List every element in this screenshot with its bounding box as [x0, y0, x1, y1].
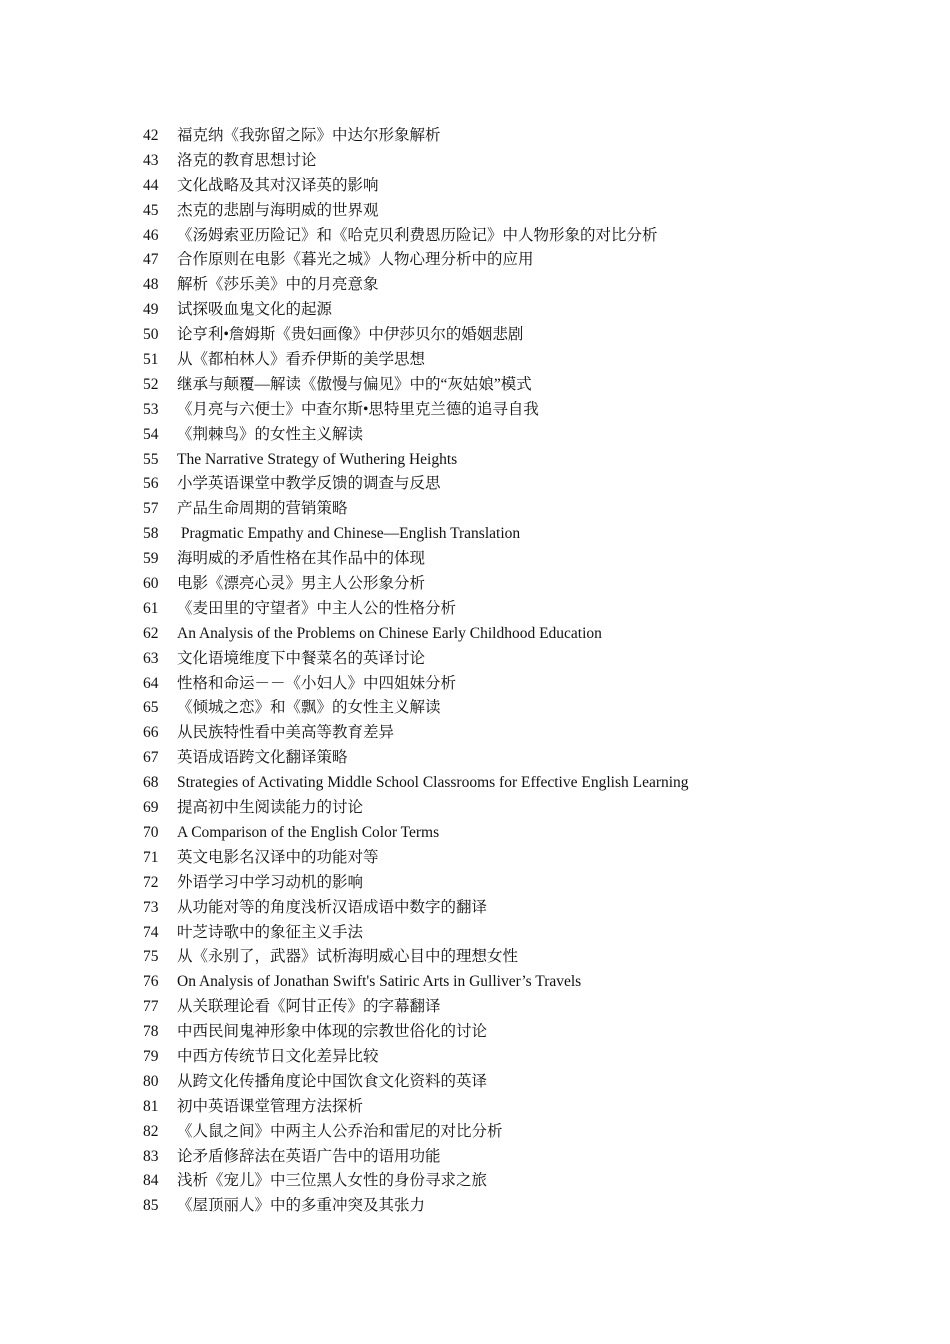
item-title: 试探吸血鬼文化的起源 — [177, 301, 333, 319]
item-number: 71 — [143, 848, 159, 866]
item-number: 70 — [143, 823, 159, 841]
list-item — [143, 921, 903, 946]
item-number: 80 — [143, 1072, 159, 1090]
list-item — [143, 896, 903, 921]
item-title: Strategies of Activating Middle School Classrooms for Effective English Learning — [177, 774, 689, 792]
item-number: 42 — [143, 127, 159, 144]
item-number: 47 — [143, 251, 159, 269]
item-number: 64 — [143, 674, 159, 692]
item-number: 60 — [143, 575, 159, 593]
list-item — [143, 273, 903, 298]
item-number: 67 — [143, 749, 159, 767]
item-number: 61 — [143, 599, 159, 617]
item-number: 62 — [143, 624, 159, 642]
list-item — [143, 1095, 903, 1120]
item-title: 文化战略及其对汉译英的影响 — [177, 176, 379, 194]
item-number: 82 — [143, 1122, 159, 1140]
list-item — [143, 373, 903, 398]
item-title: 解析《莎乐美》中的月亮意象 — [177, 276, 379, 294]
item-number: 77 — [143, 998, 159, 1016]
item-title: 英语成语跨文化翻译策略 — [177, 749, 348, 767]
list-item — [143, 746, 903, 771]
item-title: 叶芝诗歌中的象征主义手法 — [177, 923, 364, 941]
list-item — [143, 423, 903, 448]
list-item — [143, 497, 903, 522]
item-title: 文化语境维度下中餐菜名的英译讨论 — [177, 649, 426, 667]
item-number: 45 — [143, 201, 159, 219]
item-number: 48 — [143, 276, 159, 294]
item-title: 《人鼠之间》中两主人公乔治和雷尼的对比分析 — [177, 1122, 503, 1140]
item-number: 63 — [143, 649, 159, 667]
item-number: 83 — [143, 1147, 159, 1165]
item-title: 英文电影名汉译中的功能对等 — [177, 848, 379, 866]
item-title: The Narrative Strategy of Wuthering Heights — [177, 450, 458, 468]
list-item — [143, 1020, 903, 1045]
list-item — [143, 199, 903, 224]
list-item — [143, 224, 903, 249]
list-item — [143, 672, 903, 697]
item-title: 合作原则在电影《暮光之城》人物心理分析中的应用 — [177, 251, 534, 269]
item-title: 杰克的悲剧与海明威的世界观 — [177, 201, 379, 219]
item-title: 从关联理论看《阿甘正传》的字幕翻译 — [177, 998, 441, 1016]
item-number: 65 — [143, 699, 159, 717]
item-number: 56 — [143, 475, 159, 493]
item-title: 洛克的教育思想讨论 — [177, 151, 317, 169]
item-number: 74 — [143, 923, 159, 941]
item-number: 57 — [143, 500, 159, 518]
item-title: 《屋顶丽人》中的多重冲突及其张力 — [177, 1197, 426, 1215]
list-item — [143, 248, 903, 273]
item-title: On Analysis of Jonathan Swift's Satiric Arts in Gulliver’s Travels — [177, 973, 582, 991]
list-item — [143, 1070, 903, 1095]
item-title: 电影《漂亮心灵》男主人公形象分析 — [177, 575, 426, 593]
list-item — [143, 547, 903, 572]
list-item — [143, 1169, 903, 1194]
list-item — [143, 323, 903, 348]
item-title: A Comparison of the English Color Terms — [177, 823, 440, 841]
list-item — [143, 1194, 903, 1219]
item-title: 中西民间鬼神形象中体现的宗教世俗化的讨论 — [177, 1023, 488, 1041]
item-title: 继承与颠覆—解读《傲慢与偏见》中的“灰姑娘”模式 — [177, 375, 532, 393]
item-number: 69 — [143, 799, 159, 817]
list-item — [143, 1045, 903, 1070]
list-item — [143, 572, 903, 597]
item-title: 《荆棘鸟》的女性主义解读 — [177, 425, 364, 443]
item-number: 54 — [143, 425, 159, 443]
item-number: 85 — [143, 1197, 159, 1215]
item-number: 51 — [143, 351, 159, 369]
list-item — [143, 995, 903, 1020]
item-title: 海明威的矛盾性格在其作品中的体现 — [177, 550, 426, 568]
item-number: 81 — [143, 1097, 159, 1115]
item-number: 52 — [143, 375, 159, 393]
list-item — [143, 1145, 903, 1170]
item-number: 43 — [143, 151, 159, 169]
item-number: 78 — [143, 1023, 159, 1041]
item-title: 从跨文化传播角度论中国饮食文化资料的英译 — [177, 1072, 488, 1090]
list-item — [143, 398, 903, 423]
item-number: 55 — [143, 450, 159, 468]
list-item — [143, 448, 903, 473]
item-number: 66 — [143, 724, 159, 742]
item-title: 《汤姆索亚历险记》和《哈克贝利费恩历险记》中人物形象的对比分析 — [177, 226, 658, 244]
item-title: 从《都柏林人》看乔伊斯的美学思想 — [177, 351, 426, 369]
item-title: 外语学习中学习动机的影响 — [177, 873, 364, 891]
topic-list — [143, 124, 903, 1219]
item-title: 中西方传统节日文化差异比较 — [177, 1047, 379, 1065]
item-title: 论矛盾修辞法在英语广告中的语用功能 — [177, 1147, 441, 1165]
item-number: 84 — [143, 1172, 159, 1190]
list-item — [143, 846, 903, 871]
list-item — [143, 149, 903, 174]
list-item — [143, 522, 903, 547]
item-number: 72 — [143, 873, 159, 891]
item-number: 68 — [143, 774, 159, 792]
list-item — [143, 622, 903, 647]
list-item — [143, 771, 903, 796]
list-item — [143, 721, 903, 746]
item-title: 浅析《宠儿》中三位黑人女性的身份寻求之旅 — [177, 1172, 488, 1190]
list-item — [143, 298, 903, 323]
item-title: 初中英语课堂管理方法探析 — [177, 1097, 364, 1115]
list-item — [143, 871, 903, 896]
item-number: 46 — [143, 226, 159, 244]
list-item — [143, 472, 903, 497]
item-title: 小学英语课堂中教学反馈的调查与反思 — [177, 475, 441, 493]
item-number: 59 — [143, 550, 159, 568]
list-item — [143, 348, 903, 373]
list-item — [143, 124, 903, 149]
item-title: 《月亮与六便士》中查尔斯•思特里克兰德的追寻自我 — [177, 400, 539, 418]
item-title: 从功能对等的角度浅析汉语成语中数字的翻译 — [177, 898, 488, 916]
item-title: An Analysis of the Problems on Chinese Early Childhood Education — [177, 624, 602, 642]
item-number: 73 — [143, 898, 159, 916]
list-item — [143, 696, 903, 721]
item-title: 福克纳《我弥留之际》中达尔形象解析 — [177, 127, 441, 144]
list-item — [143, 1120, 903, 1145]
list-item — [143, 970, 903, 995]
item-number: 75 — [143, 948, 159, 966]
item-number: 44 — [143, 176, 159, 194]
item-title: 性格和命运－－《小妇人》中四姐妹分析 — [177, 674, 457, 692]
item-number: 50 — [143, 326, 159, 344]
list-item — [143, 821, 903, 846]
item-title: 产品生命周期的营销策略 — [177, 500, 348, 518]
list-item — [143, 174, 903, 199]
item-number: 49 — [143, 301, 159, 319]
item-number: 58 — [143, 525, 159, 543]
item-number: 76 — [143, 973, 159, 991]
item-title: 《麦田里的守望者》中主人公的性格分析 — [177, 599, 457, 617]
item-title: 从民族特性看中美高等教育差异 — [177, 724, 395, 742]
item-title: 论亨利•詹姆斯《贵妇画像》中伊莎贝尔的婚姻悲剧 — [177, 326, 524, 344]
item-title: 提高初中生阅读能力的讨论 — [177, 799, 364, 817]
item-title: 从《永别了，武器》试析海明威心目中的理想女性 — [177, 948, 519, 966]
item-title: 《倾城之恋》和《飘》的女性主义解读 — [177, 699, 441, 717]
list-item — [143, 945, 903, 970]
item-number: 53 — [143, 400, 159, 418]
list-item — [143, 597, 903, 622]
item-number: 79 — [143, 1047, 159, 1065]
item-title: Pragmatic Empathy and Chinese—English Translation — [177, 525, 521, 543]
list-item — [143, 647, 903, 672]
list-item — [143, 796, 903, 821]
